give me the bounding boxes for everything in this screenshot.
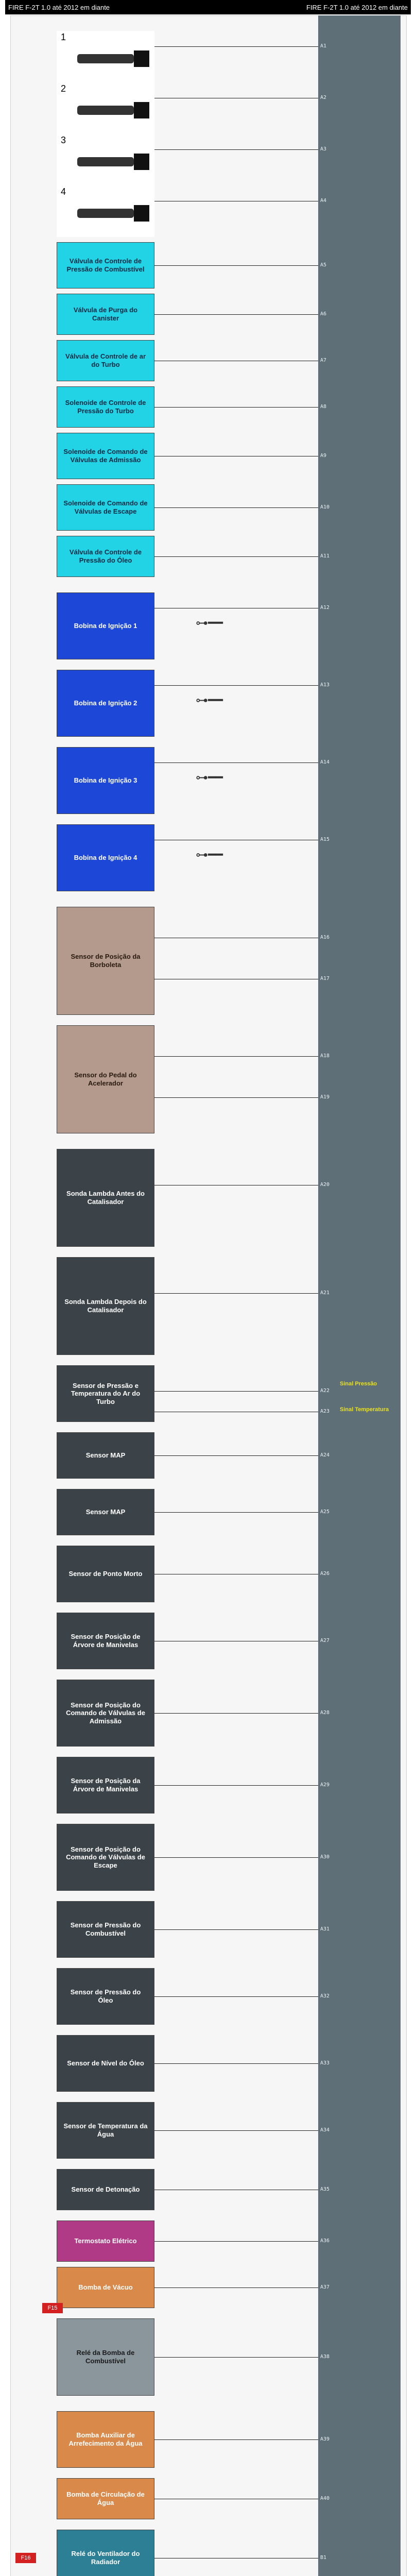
ecu-pin-label: A9 [320,453,327,459]
ecu-pin-label: A12 [320,605,330,611]
accelerator-pedal-sensor: Sensor do Pedal do Acelerador [57,1025,154,1133]
fuse-f16: F16 [15,2553,36,2563]
ecu-pin-label: A5 [320,262,327,268]
injector-3 [57,134,154,185]
neutral-sensor: Sensor de Ponto Morto [57,1546,154,1602]
injector-number: 2 [61,83,66,94]
ecu-pin-label: A34 [320,2127,330,2133]
wire [154,1785,318,1786]
ecu-pin-label: A17 [320,976,330,981]
ecu-pin-label: A22 [320,1388,330,1394]
ecu-pin-label: A8 [320,404,327,410]
aux-water-pump: Bomba Auxiliar de Arrefecimento da Água [57,2411,154,2468]
ecu-pin-label: A7 [320,358,327,363]
wire [154,507,318,508]
ecu-pin-label: A2 [320,95,327,100]
ecu-pin-label: A37 [320,2284,330,2290]
fuse-f15: F15 [42,2303,63,2313]
injector-4 [57,185,154,237]
wire [154,1512,318,1513]
wire [154,265,318,266]
wire [154,1857,318,1858]
ecu-pin-label: A13 [320,682,330,688]
water-circulation-pump: Bomba de Circulação de Água [57,2478,154,2519]
ecu-pin-label: A10 [320,504,330,510]
wire [154,1056,318,1057]
radiator-fan-relay-1: Relé do Ventilador do Radiador [57,2530,154,2576]
fuel-pump-relay: Relé da Bomba de Combustível [57,2318,154,2396]
wire [154,1097,318,1098]
wire [154,2287,318,2288]
lambda-before-catalyst: Sonda Lambda Antes do Catalisador [57,1149,154,1247]
ecu-pin-label: A29 [320,1782,330,1788]
ecu-pin-label: A18 [320,1053,330,1059]
wire [154,314,318,315]
canister-purge-valve: Válvula de Purga do Canister [57,294,154,335]
ecu-pin-label: A15 [320,837,330,842]
injector-icon [57,31,154,82]
ignition-coil-4: Bobina de Ignição 4 [57,824,154,891]
ecu-pin-label: A32 [320,1993,330,1999]
turbo-pressure-solenoid: Solenoide de Controle de Pressão do Turbo [57,386,154,428]
ecu-pin-label: A26 [320,1571,330,1577]
lambda-after-catalyst: Sonda Lambda Depois do Catalisador [57,1257,154,1355]
ignition-coil-3: Bobina de Ignição 3 [57,747,154,814]
title-left: FIRE F-2T 1.0 até 2012 em diante [8,4,110,11]
spark-plug-icon: ⊶━━ [196,848,223,862]
ecu-pin-label: A36 [320,2238,330,2244]
ecu-pin-label: A11 [320,553,330,559]
title-bar [5,0,411,14]
ecu-pin-label: A39 [320,2436,330,2442]
oil-pressure-sensor: Sensor de Pressão do Óleo [57,1968,154,2025]
vacuum-pump: Bomba de Vácuo [57,2267,154,2308]
ecu-pin-label: A3 [320,146,327,152]
ecu-pin-label: A16 [320,935,330,940]
wire [154,556,318,557]
wire [154,2063,318,2064]
injector-number: 1 [61,32,66,42]
ecu-pin-label: A1 [320,43,327,49]
ecu-pin-label: A23 [320,1409,330,1414]
spark-plug-icon: ⊶━━ [196,616,223,630]
ecu-pin-label: A25 [320,1509,330,1515]
wire [154,1713,318,1714]
map-sensor-2: Sensor MAP [57,1489,154,1535]
wire [154,1455,318,1456]
fuel-pressure-sensor: Sensor de Pressão do Combustível [57,1901,154,1958]
injector-2 [57,82,154,134]
ecu-pin-label: A30 [320,1854,330,1860]
exhaust-cam-sensor: Sensor de Posição do Comando de Válvulas de Escape [57,1824,154,1891]
signal-temperature-label: Sinal Temperatura [340,1406,389,1413]
ignition-coil-1: Bobina de Ignição 1 [57,592,154,659]
injector-icon [57,185,154,237]
intake-cam-solenoid: Solenoide de Comando de Válvulas de Admissão [57,433,154,479]
wire [154,2130,318,2131]
map-sensor-1: Sensor MAP [57,1432,154,1479]
injector-1 [57,31,154,82]
ecu-pin-label: A28 [320,1710,330,1716]
ecu-pin-label: A31 [320,1926,330,1932]
wire [154,762,318,763]
wire [154,1293,318,1294]
spark-plug-icon: ⊶━━ [196,771,223,785]
ecu-pin-label: A14 [320,759,330,765]
wire [154,149,318,150]
ecu-pin-label: A40 [320,2496,330,2501]
injector-number: 3 [61,135,66,145]
injector-number: 4 [61,187,66,197]
turbo-air-valve: Válvula de Controle de ar do Turbo [57,340,154,381]
ecu-pin-label: A20 [320,1182,330,1188]
throttle-position-sensor: Sensor de Posição da Borboleta [57,907,154,1015]
title-right: FIRE F-2T 1.0 até 2012 em diante [306,4,408,11]
exhaust-cam-solenoid: Solenoide de Comando de Válvulas de Escape [57,484,154,531]
injector-icon [57,134,154,185]
crank-position-sensor: Sensor de Posição da Árvore de Manivelas [57,1757,154,1814]
knock-sensor: Sensor de Detonação [57,2169,154,2210]
wire [154,2357,318,2358]
ecu-pin-label: B1 [320,2555,327,2561]
injector-icon [57,82,154,134]
intake-cam-sensor: Sensor de Posição do Comando de Válvulas de Admissão [57,1680,154,1747]
turbo-pressure-temp-sensor: Sensor de Pressão e Temperatura do Ar do Turbo [57,1365,154,1422]
ecu-pin-label: A38 [320,2354,330,2360]
ecu-pin-label: A24 [320,1452,330,1458]
wire [154,407,318,408]
wire [154,685,318,686]
ecu-pin-label: A6 [320,311,327,317]
spark-plug-icon: ⊶━━ [196,693,223,707]
ecu-pin-label: A27 [320,1638,330,1643]
fuel-pressure-valve: Válvula de Controle de Pressão de Combustível [57,242,154,289]
wire [154,1929,318,1930]
wire [154,2439,318,2440]
wire [154,2241,318,2242]
ecu-pin-label: A19 [320,1094,330,1100]
electric-thermostat: Termostato Elétrico [57,2221,154,2262]
oil-pressure-valve: Válvula de Controle de Pressão do Óleo [57,536,154,577]
ecu-connector-strip [318,15,401,2576]
coolant-temp-sensor: Sensor de Temperatura da Água [57,2102,154,2159]
oil-level-sensor: Sensor de Nível do Óleo [57,2035,154,2092]
ecu-pin-label: A33 [320,2060,330,2066]
wire [154,1391,318,1392]
ecu-pin-label: A21 [320,1290,330,1296]
crankshaft-sensor: Sensor de Posição de Árvore de Manivelas [57,1613,154,1669]
signal-pressure-label: Sinal Pressão [340,1381,377,1387]
wire [154,46,318,47]
wire [154,1996,318,1997]
ecu-pin-label: A4 [320,198,327,204]
ecu-pin-label: A35 [320,2187,330,2192]
ignition-coil-2: Bobina de Ignição 2 [57,670,154,737]
